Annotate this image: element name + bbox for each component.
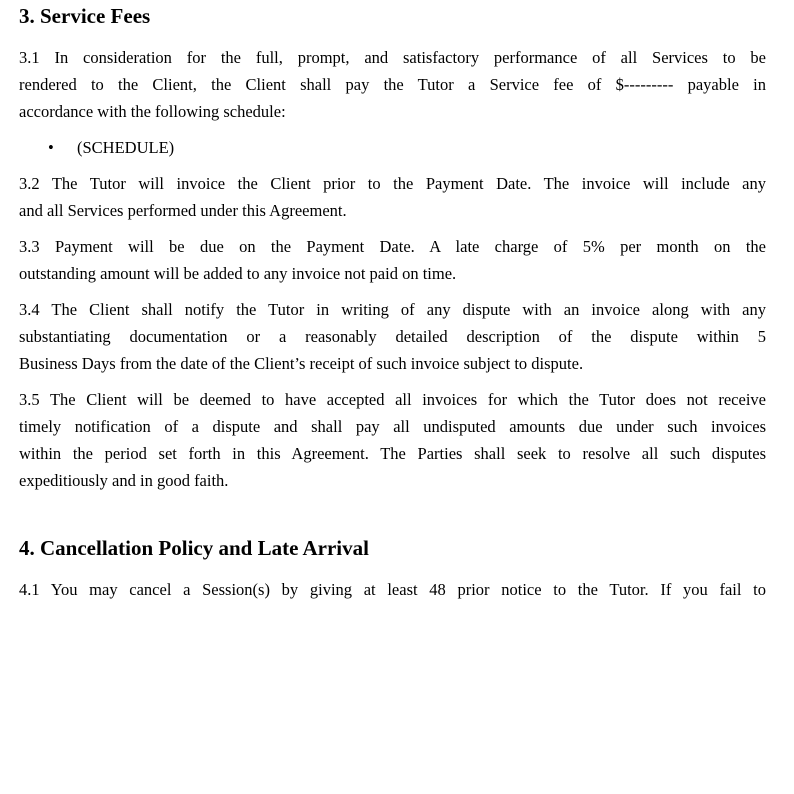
paragraph-line: within the period set forth in this Agreement. The Parties shall seek to resolve all such disputes bbox=[19, 444, 766, 463]
paragraph bbox=[19, 44, 766, 125]
paragraph-line: expeditiously and in good faith. bbox=[19, 471, 229, 490]
paragraph-line: outstanding amount will be added to any invoice not paid on time. bbox=[19, 264, 457, 283]
paragraph-line: 3.1 In consideration for the full, prompt, and satisfactory performance of all Services to be bbox=[19, 48, 766, 67]
paragraph-line: accordance with the following schedule: bbox=[19, 102, 286, 121]
paragraph-line: 3.4 The Client shall notify the Tutor in writing of any dispute with an invoice along with any bbox=[19, 300, 766, 319]
paragraph bbox=[19, 233, 766, 287]
section-heading: 3. Service Fees bbox=[19, 4, 151, 28]
bullet-disc-icon: • bbox=[48, 138, 54, 157]
bullet-item-label: (SCHEDULE) bbox=[77, 138, 175, 157]
paragraph-line: substantiating documentation or a reasonably detailed description of the dispute within 5 bbox=[19, 327, 766, 346]
paragraph-line: 3.2 The Tutor will invoice the Client prior to the Payment Date. The invoice will include any bbox=[19, 174, 766, 193]
paragraph bbox=[19, 170, 766, 224]
paragraph-line: rendered to the Client, the Client shall pay the Tutor a Service fee of $--------- payable in bbox=[19, 75, 766, 94]
paragraph-line: 4.1 You may cancel a Session(s) by giving at least 48 prior notice to the Tutor. If you fail to bbox=[19, 580, 766, 599]
paragraph-line: timely notification of a dispute and shall pay all undisputed amounts due under such invoices bbox=[19, 417, 766, 436]
paragraph-line: and all Services performed under this Agreement. bbox=[19, 201, 347, 220]
paragraph bbox=[19, 576, 766, 603]
paragraph-line: 3.3 Payment will be due on the Payment Date. A late charge of 5% per month on the bbox=[19, 237, 766, 256]
paragraph bbox=[19, 386, 766, 494]
paragraph bbox=[19, 296, 766, 377]
paragraph-line: Business Days from the date of the Client’s receipt of such invoice subject to dispute. bbox=[19, 354, 584, 373]
paragraph-line: 3.5 The Client will be deemed to have accepted all invoices for which the Tutor does not receive bbox=[19, 390, 766, 409]
bullet-list-item bbox=[19, 134, 766, 161]
section-heading: 4. Cancellation Policy and Late Arrival bbox=[19, 536, 369, 560]
